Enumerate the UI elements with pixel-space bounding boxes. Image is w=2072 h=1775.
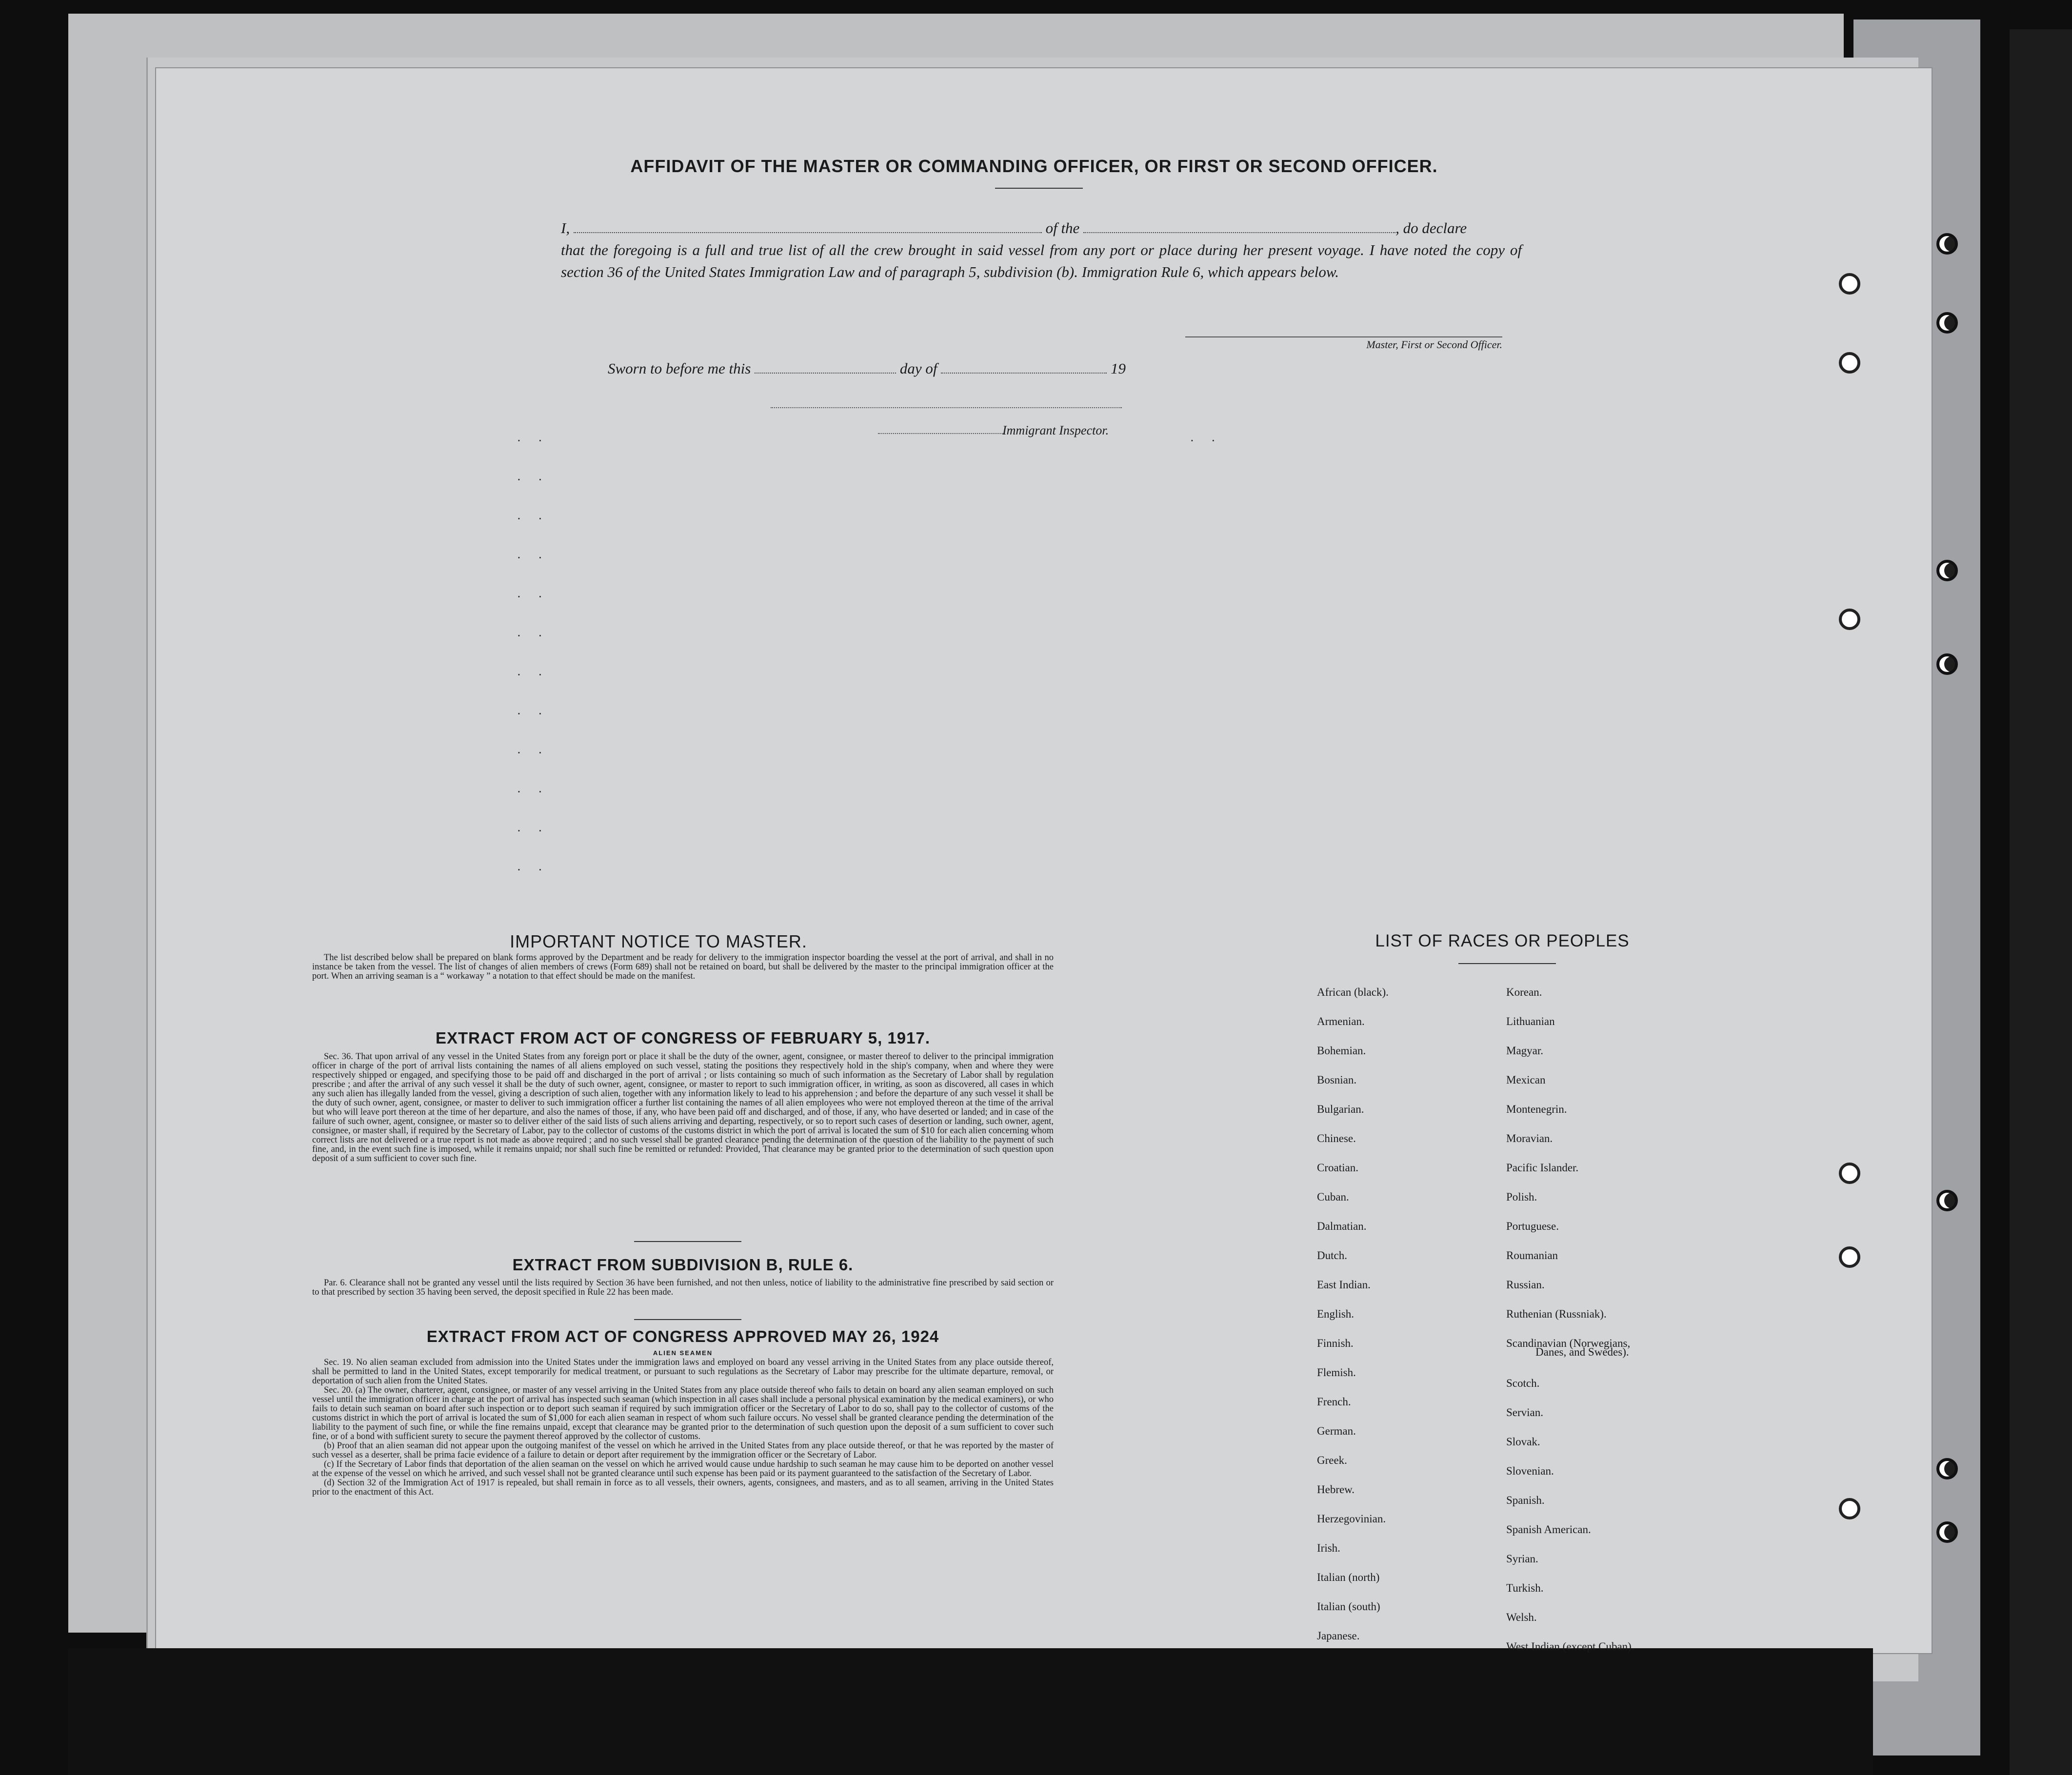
scan-marks: . . <box>1190 429 1222 444</box>
scan-marks: . . <box>517 780 549 795</box>
race-item: Syrian. <box>1506 1553 1538 1565</box>
of-the-label: of the <box>1045 219 1080 237</box>
declaration-line <box>561 217 1522 239</box>
race-item: Greek. <box>1317 1454 1347 1466</box>
month-blank[interactable] <box>941 360 1107 374</box>
scan-marks: . . <box>517 585 549 600</box>
scan-marks: . . <box>517 429 549 444</box>
scanner-border-bottom <box>68 1648 1873 1775</box>
race-item: Armenian. <box>1317 1015 1365 1027</box>
section-rule <box>1458 963 1556 964</box>
race-item: Mexican <box>1506 1074 1546 1086</box>
race-item: Spanish American. <box>1506 1523 1591 1536</box>
races-column-left <box>1317 978 1493 1651</box>
race-item: Finnish. <box>1317 1337 1354 1349</box>
notice-body: The list described below shall be prepared on blank forms approved by the Department and be ready for delivery to the immigration inspector boarding the vessel at the port of arrival, and shall in no instance be taken from the vessel. The list of changes of alien members of crews (Form 689) shall not be retained on board, but shall be delivered by the master to the principal immigration officer at the port. When an arriving seaman is a “ workaway ” a notation to that effect should be made on the manifest. <box>312 953 1054 981</box>
races-title: LIST OF RACES OR PEOPLES <box>1375 931 1630 950</box>
race-item: Flemish. <box>1317 1366 1356 1379</box>
race-item: Danes, and Swedes). <box>1535 1346 1629 1358</box>
binder-hole <box>1936 233 1958 255</box>
binder-hole <box>1936 312 1958 334</box>
i-label: I, <box>561 219 570 237</box>
races-column-right <box>1506 978 1711 1661</box>
race-item: African (black). <box>1317 986 1389 998</box>
scan-marks: . . <box>517 507 549 522</box>
paragraph: Sec. 19. No alien seaman excluded from admission into the United States under the immigration laws and employed on board any vessel arriving in the United States from any place outside thereof, shall be permitted to land in the United States, except temporarily for medical treatment, or pursuant to such regulations as the Secretary of Labor may prescribe for the ultimate departure, removal, or deportation of such alien from the United States. <box>312 1358 1054 1386</box>
race-item: Hebrew. <box>1317 1483 1355 1496</box>
race-item: Russian. <box>1506 1279 1545 1291</box>
race-item: German. <box>1317 1425 1356 1437</box>
race-item: Bulgarian. <box>1317 1103 1364 1115</box>
race-item: Cuban. <box>1317 1191 1349 1203</box>
paragraph: (c) If the Secretary of Labor finds that deportation of the alien seaman on the vessel on which he arrived would cause undue hardship to such seaman he may cause him to be deported on another vessel at the expense of the vessel on which he arrived, and such vessel shall not be granted clearance until such expense has been paid or its payment guaranteed to the satisfaction of the Secretary of Labor. <box>312 1459 1054 1479</box>
scan-marks: . . <box>517 858 549 873</box>
sworn-line <box>608 360 1126 377</box>
binder-hole <box>1936 560 1958 581</box>
race-item: Moravian. <box>1506 1132 1553 1144</box>
notice-title: IMPORTANT NOTICE TO MASTER. <box>510 931 807 951</box>
race-item: English. <box>1317 1308 1355 1320</box>
race-item: Dalmatian. <box>1317 1220 1367 1232</box>
race-item: Roumanian <box>1506 1249 1558 1262</box>
inspector-top-line[interactable] <box>771 407 1122 408</box>
binder-hole <box>1839 352 1860 374</box>
paragraph: (d) Section 32 of the Immigration Act of 1917 is repealed, but shall remain in force as to all vessels, their owners, agents, consignees, and masters, and as to all seamen, arriving in the United States prior to the enactment of this Act. <box>312 1478 1054 1497</box>
race-item: Italian (south) <box>1317 1600 1380 1613</box>
inspector-signature-line[interactable] <box>878 433 1005 434</box>
race-item: Bohemian. <box>1317 1045 1366 1057</box>
vessel-blank[interactable] <box>1083 219 1395 233</box>
extract-1917-title: EXTRACT FROM ACT OF CONGRESS OF FEBRUARY 5, 1917. <box>435 1029 931 1047</box>
sworn-prefix: Sworn to before me this <box>608 360 751 377</box>
race-item: Polish. <box>1506 1191 1537 1203</box>
race-item: Slovak. <box>1506 1436 1540 1448</box>
paragraph: Sec. 20. (a) The owner, charterer, agent, consignee, or master of any vessel arriving in the United States from any place outside thereof who fails to detain on board any alien seaman employed on such vessel until the immigration officer in charge at the port of arrival has inspected such seaman (which inspection in all cases shall include a personal physical examination by the medical examiners), or who fails to detain such seaman on board after such inspection or to deport such seaman if required by such immigration officer or the Secretary of Labor to do so, shall pay to the collector of customs of the customs district in which the port of arrival is located the sum of $1,000 for each alien seaman in respect of whom such failure occurs. No vessel shall be granted clearance pending the determination of the liability to the payment of such fine, or while the fine remains unpaid, except that clearance may be granted prior to the determination of such question upon the deposit of a sum sufficient to cover such fine, or of a bond with sufficient surety to secure the payment thereof approved by the collector of customs. <box>312 1385 1054 1441</box>
scan-marks: . . <box>517 741 549 756</box>
binder-hole <box>1839 609 1860 630</box>
scan-marks: . . <box>517 702 549 717</box>
race-item: Ruthenian (Russniak). <box>1506 1308 1607 1320</box>
affidavit-title: AFFIDAVIT OF THE MASTER OR COMMANDING OFFICER, OR FIRST OR SECOND OFFICER. <box>630 156 1438 176</box>
binder-hole <box>1839 1163 1860 1184</box>
inspector-label: Immigrant Inspector. <box>1002 423 1109 437</box>
extract-1924-title: EXTRACT FROM ACT OF CONGRESS APPROVED MAY 26, 1924 <box>426 1327 939 1345</box>
race-item: Herzegovinian. <box>1317 1513 1386 1525</box>
binder-hole <box>1839 273 1860 295</box>
race-item: Scandinavian (Norwegians, <box>1506 1337 1631 1349</box>
scanner-border <box>2010 29 2072 1775</box>
extract-rule6-body: Par. 6. Clearance shall not be granted any vessel until the lists required by Section 36 have been furnished, and not then unless, notice of liability to the administrative fine prescribed by said section or to that prescribed by section 35 having been served, the deposit specified in Rule 22 has been made. <box>312 1278 1054 1297</box>
extract-rule6-title: EXTRACT FROM SUBDIVISION B, RULE 6. <box>512 1256 854 1274</box>
binder-hole <box>1936 1190 1958 1211</box>
binder-hole <box>1839 1498 1860 1519</box>
race-item: Slovenian. <box>1506 1465 1554 1477</box>
scan-marks: . . <box>517 546 549 561</box>
race-item: Dutch. <box>1317 1249 1347 1262</box>
race-item: Servian. <box>1506 1406 1544 1419</box>
race-item: Japanese. <box>1317 1630 1360 1642</box>
extract-1924-subtitle: ALIEN SEAMEN <box>653 1349 713 1357</box>
race-item: East Indian. <box>1317 1279 1371 1291</box>
scan-marks: . . <box>517 819 549 834</box>
race-item: Spanish. <box>1506 1494 1545 1506</box>
name-blank[interactable] <box>574 219 1042 233</box>
do-declare-label: , do declare <box>1395 219 1467 237</box>
extract-1924-body <box>312 1358 1054 1497</box>
section-rule <box>634 1241 741 1242</box>
sworn-year: 19 <box>1110 360 1126 377</box>
race-item: Montenegrin. <box>1506 1103 1567 1115</box>
race-item: French. <box>1317 1396 1351 1408</box>
race-item: Korean. <box>1506 986 1542 998</box>
race-item: Croatian. <box>1317 1162 1358 1174</box>
race-item: Portuguese. <box>1506 1220 1559 1232</box>
race-item: Scotch. <box>1506 1377 1540 1389</box>
race-item: Lithuanian <box>1506 1015 1555 1027</box>
race-item: Welsh. <box>1506 1611 1537 1623</box>
section-rule <box>634 1319 741 1320</box>
affidavit-text: that the foregoing is a full and true list of all the crew brought in said vessel from any port or place during her present voyage. I have noted the copy of section 36 of the United States Immigration Law and of paragraph 5, subdivision (b). Immigration Rule 6, which appears below. <box>561 241 1522 280</box>
scan-marks: . . <box>517 468 549 483</box>
master-signature-label: Master, First or Second Officer. <box>1366 338 1502 351</box>
scan-marks: . . <box>517 624 549 639</box>
scan-marks: . . <box>517 663 549 678</box>
race-item: Bosnian. <box>1317 1074 1357 1086</box>
paragraph: (b) Proof that an alien seaman did not appear upon the outgoing manifest of the vessel on which he arrived in the United States from any place outside thereof, or that he was reported by the master of such vessel as a deserter, shall be prima facie evidence of a failure to detain or deport after requirement by the immigration officer or the Secretary of Labor. <box>312 1441 1054 1460</box>
race-item: Irish. <box>1317 1542 1340 1554</box>
affidavit-body <box>561 217 1522 283</box>
binder-hole <box>1936 653 1958 675</box>
race-item: Chinese. <box>1317 1132 1356 1144</box>
race-item: West Indian (except Cuban). <box>1506 1640 1634 1653</box>
binder-hole <box>1839 1246 1860 1268</box>
day-blank[interactable] <box>755 360 896 374</box>
sworn-day: day of <box>899 360 937 377</box>
binder-hole <box>1936 1458 1958 1479</box>
race-item: Turkish. <box>1506 1582 1544 1594</box>
race-item: Pacific Islander. <box>1506 1162 1579 1174</box>
extract-1917-body: Sec. 36. That upon arrival of any vessel in the United States from any foreign port or place it shall be the duty of the owner, agent, consignee, or master thereof to deliver to the principal immigration officer in charge of the port of arrival lists containing the names of all aliens employed on such vessel, stating the positions they respectively hold in the ship's company, when and where they were respectively shipped or engaged, and specifying those to be paid off and discharged in the port of arrival ; or lists containing so much of such information as the Secretary of Labor shall by regulation prescribe ; and after the arrival of any such vessel it shall be the duty of such owner, agent, consignee, or master to report to such immigration officer, in writing, as soon as discovered, all cases in which any such alien has illegally landed from the vessel, giving a description of such alien, together with any information likely to lead to his apprehension ; and before the departure of any such vessel it shall be the duty of such owner, agent, consignee, or master to deliver to such immigration officer a further list containing the names of all alien employees who were not employed thereon at the time of the arrival but who will leave port thereon at the time of her departure, and also the names of those, if any, who have been paid off and discharged, and of those, if any, who have deserted or landed; and in case of the failure of such owner, agent, consignee, or master so to deliver either of the said lists of such aliens arriving and departing, respectively, or so to report such cases of desertion or landing, such owner, agent, consignee, or master shall, if required by the Secretary of Labor, pay to the collector of customs of the customs district in which the port of arrival is located the sum of $10 for each alien concerning whom correct lists are not delivered or a true report is not made as above required ; and no such vessel shall be granted clearance pending the determination of the question of the liability to the payment of such fine, and, in the event such fine is imposed, while it remains unpaid; nor shall such fine be remitted or refunded: Provided, That clearance may be granted prior to the determination of such question upon deposit of a sum sufficient to cover such fine. <box>312 1052 1054 1164</box>
master-signature-line[interactable] <box>1185 336 1502 337</box>
title-rule <box>995 188 1083 189</box>
binder-hole <box>1936 1521 1958 1543</box>
race-item: Magyar. <box>1506 1045 1544 1057</box>
race-item: Italian (north) <box>1317 1571 1380 1583</box>
